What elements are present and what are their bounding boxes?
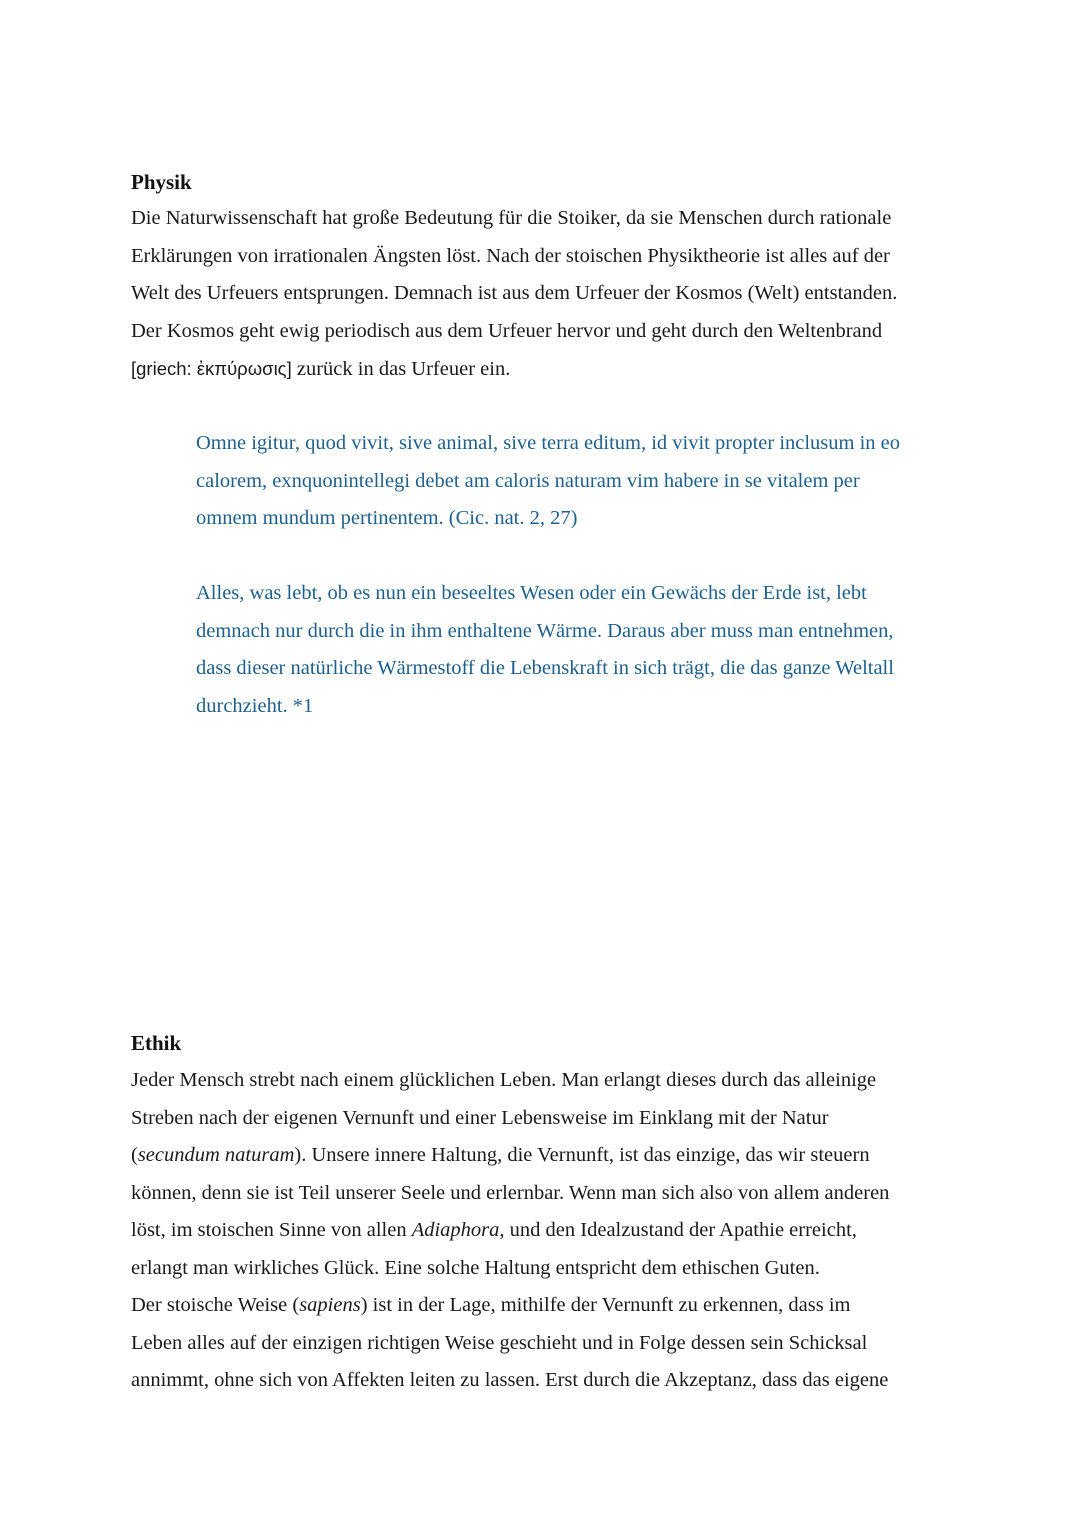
physik-line-5 <box>131 350 961 389</box>
translation-line-1: Alles, was lebt, ob es nun ein beseeltes Wesen oder ein Gewächs der Erde ist, lebt <box>196 582 867 604</box>
ethik-line-1: Jeder Mensch strebt nach einem glücklichen Leben. Man erlangt dieses durch das alleinige <box>131 1069 877 1091</box>
latin-quote <box>196 425 966 538</box>
ethik-line-4: können, denn sie ist Teil unserer Seele und erlernbar. Wenn man sich also von allem anderen <box>131 1181 890 1204</box>
term-sapiens: sapiens <box>299 1294 361 1316</box>
latin-quote-line-1: Omne igitur, quod vivit, sive animal, sive terra editum, id vivit propter inclusum in eo <box>196 432 901 454</box>
term-adiaphora: Adiaphora <box>411 1219 500 1241</box>
ethik-line-5 <box>131 1212 961 1250</box>
physik-line-3: Welt des Urfeuers entsprungen. Demnach ist aus dem Urfeuer der Kosmos (Welt) entstanden. <box>131 282 898 304</box>
ethik-line-3-post: ). Unsere innere Haltung, die Vernunft, ist das einzige, das wir steuern <box>294 1144 870 1166</box>
latin-quote-line-3: omnem mundum pertinentem. (Cic. nat. 2, 27) <box>196 507 578 529</box>
greek-term: [griech: ἐκπύρωσις] <box>131 358 292 379</box>
ethik-line-2: Streben nach der eigenen Vernunft und einer Lebensweise im Einklang mit der Natur <box>131 1106 829 1129</box>
translation-line-2: demnach nur durch die in ihm enthaltene Wärme. Daraus aber muss man entnehmen, <box>196 619 894 642</box>
ethik-line-7-pre: Der stoische Weise ( <box>131 1294 300 1316</box>
section-heading-physik: Physik <box>131 170 192 194</box>
latin-quote-line-2: calorem, exnquonintellegi debet am caloris naturam vim habere in se vitalem per <box>196 469 860 492</box>
physik-line-1: Die Naturwissenschaft hat große Bedeutung für die Stoiker, da sie Menschen durch rationale <box>131 207 892 229</box>
ethik-line-3-pre: ( <box>131 1144 138 1166</box>
ethik-line-8: Leben alles auf der einzigen richtigen Weise geschieht und in Folge dessen sein Schicksal <box>131 1331 868 1354</box>
translation-line-3: dass dieser natürliche Wärmestoff die Lebenskraft in sich trägt, die das ganze Weltall <box>196 657 894 679</box>
ethik-line-6: erlangt man wirkliches Glück. Eine solche Haltung entspricht dem ethischen Guten. <box>131 1256 820 1279</box>
term-secundum-naturam: secundum naturam <box>137 1144 295 1166</box>
ethik-line-7 <box>131 1287 961 1325</box>
ethik-line-3 <box>131 1137 961 1175</box>
german-translation <box>196 575 966 725</box>
physik-line-2: Erklärungen von irrationalen Ängsten löst. Nach der stoischen Physiktheorie ist alles auf der <box>131 244 890 267</box>
ethik-line-7-post: ) ist in der Lage, mithilfe der Vernunft zu erkennen, dass im <box>360 1294 851 1316</box>
physik-paragraph <box>131 200 961 389</box>
ethik-line-9: annimmt, ohne sich von Affekten leiten zu lassen. Erst durch die Akzeptanz, dass das eigene <box>131 1369 889 1391</box>
physik-line-5-rest: zurück in das Urfeuer ein. <box>291 358 511 380</box>
ethik-line-5-post: , und den Idealzustand der Apathie erreicht, <box>499 1219 857 1241</box>
ethik-line-5-pre: löst, im stoischen Sinne von allen <box>131 1219 412 1241</box>
translation-line-4: durchzieht. *1 <box>196 694 314 717</box>
ethik-paragraph <box>131 1062 961 1400</box>
section-heading-ethik: Ethik <box>131 1031 182 1055</box>
physik-line-4: Der Kosmos geht ewig periodisch aus dem Urfeuer hervor und geht durch den Weltenbrand <box>131 319 883 342</box>
